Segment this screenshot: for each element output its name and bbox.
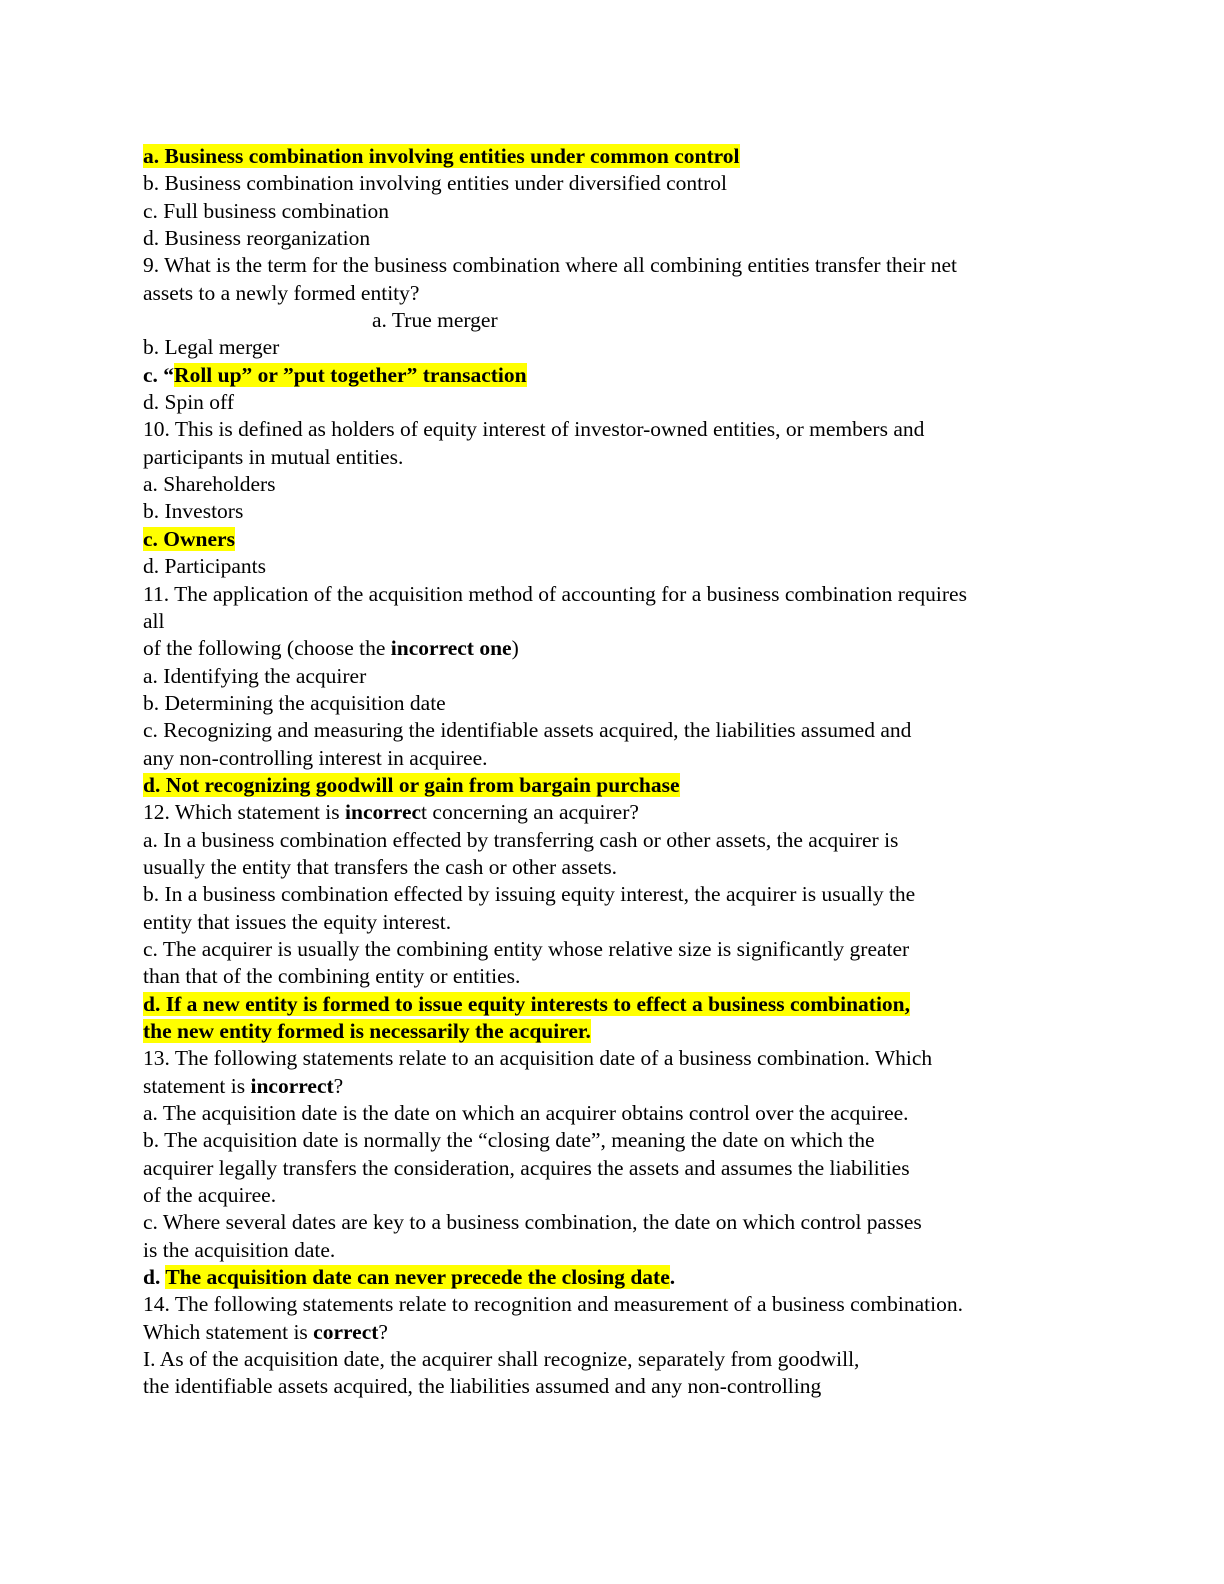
q13-option-d-suffix: . xyxy=(669,1265,676,1290)
q13-option-d-prefix: d. xyxy=(143,1265,166,1290)
q13-stem-text: statement is xyxy=(143,1073,251,1098)
q11-stem-line-2: all xyxy=(143,608,165,633)
q9-stem-line-1: 9. What is the term for the business combination where all combining entities transfer their net xyxy=(143,253,957,278)
q14-stem-line-2 xyxy=(143,1319,1103,1346)
q11-option-b: b. Determining the acquisition date xyxy=(143,690,446,715)
q11-option-c-line-1: c. Recognizing and measuring the identifiable assets acquired, the liabilities assumed and xyxy=(143,718,912,743)
q14-stem-text: Which statement is xyxy=(143,1319,314,1344)
q11-stem-line-1: 11. The application of the acquisition method of accounting for a business combination requires xyxy=(143,581,967,606)
q11-stem-close: ) xyxy=(511,636,519,661)
answer-highlight: d. If a new entity is formed to issue equity interests to effect a business combination, xyxy=(143,991,910,1016)
q12-stem xyxy=(143,799,1103,826)
answer-highlight: d. Not recognizing goodwill or gain from bargain purchase xyxy=(143,772,680,797)
q13-option-c-line-1: c. Where several dates are key to a business combination, the date on which control passes xyxy=(143,1210,922,1235)
q12-option-c-line-1: c. The acquirer is usually the combining entity whose relative size is significantly greater xyxy=(143,936,910,961)
answer-highlight: the new entity formed is necessarily the acquirer. xyxy=(143,1019,591,1043)
q14-stem-close: ? xyxy=(378,1319,388,1344)
q12-option-b-line-1: b. In a business combination effected by issuing equity interest, the acquirer is usually the xyxy=(143,882,916,907)
q8-option-a xyxy=(143,143,1103,170)
q13-option-d xyxy=(143,1264,1103,1291)
answer-highlight: The acquisition date can never precede the closing date xyxy=(165,1265,670,1290)
q9-option-c xyxy=(143,362,1103,389)
q12-stem-text: 12. Which statement is xyxy=(143,800,346,825)
q12-stem-emphasis: incorrec xyxy=(345,800,422,825)
q11-option-a: a. Identifying the acquirer xyxy=(143,663,367,688)
q12-option-a-line-1: a. In a business combination effected by transferring cash or other assets, the acquirer is xyxy=(143,827,899,852)
q14-statement-i-line-1: I. As of the acquisition date, the acquirer shall recognize, separately from goodwill, xyxy=(143,1347,860,1372)
q9-option-c-prefix: c. “ xyxy=(143,362,175,387)
q9-option-d: d. Spin off xyxy=(143,390,234,415)
q9-option-b: b. Legal merger xyxy=(143,335,280,360)
q14-stem-line-1: 14. The following statements relate to recognition and measurement of a business combination. xyxy=(143,1292,963,1317)
q11-stem-text: of the following (choose the xyxy=(143,636,391,661)
q9-stem-line-2: assets to a newly formed entity? xyxy=(143,280,420,305)
q14-stem-emphasis: correct xyxy=(313,1319,379,1344)
document-page xyxy=(143,143,1103,1401)
q11-option-d xyxy=(143,772,1103,799)
q13-stem-line-2 xyxy=(143,1073,1103,1100)
q10-stem-line-1: 10. This is defined as holders of equity interest of investor-owned entities, or members and xyxy=(143,417,925,442)
q11-stem-emphasis: incorrect one xyxy=(390,636,512,661)
q10-stem-line-2: participants in mutual entities. xyxy=(143,444,404,469)
q11-option-c-line-2: any non-controlling interest in acquiree. xyxy=(143,745,488,770)
q12-option-a-line-2: usually the entity that transfers the cash or other assets. xyxy=(143,854,618,879)
q13-option-b-line-3: of the acquiree. xyxy=(143,1183,277,1208)
answer-highlight: Roll up” or ”put together” transaction xyxy=(174,362,527,387)
q13-option-a: a. The acquisition date is the date on which an acquirer obtains control over the acquiree. xyxy=(143,1101,909,1126)
q8-option-b: b. Business combination involving entities under diversified control xyxy=(143,171,727,196)
answer-highlight: a. Business combination involving entities under common control xyxy=(143,144,740,168)
q11-stem-line-3 xyxy=(143,635,1103,662)
q12-stem-rest: t concerning an acquirer? xyxy=(421,800,639,825)
q12-option-d-line-2 xyxy=(143,1018,1103,1045)
q13-option-b-line-1: b. The acquisition date is normally the “closing date”, meaning the date on which the xyxy=(143,1128,875,1153)
q13-stem-close: ? xyxy=(333,1073,344,1098)
q10-option-c xyxy=(143,526,1103,553)
q12-option-d-line-1 xyxy=(143,991,1103,1018)
q13-option-b-line-2: acquirer legally transfers the consideration, acquires the assets and assumes the liabilities xyxy=(143,1155,910,1180)
q8-option-c: c. Full business combination xyxy=(143,198,390,223)
q13-option-c-line-2: is the acquisition date. xyxy=(143,1237,336,1262)
q10-option-b: b. Investors xyxy=(143,499,244,524)
q13-stem-line-1: 13. The following statements relate to an acquisition date of a business combination. Which xyxy=(143,1046,933,1071)
q13-stem-emphasis: incorrect xyxy=(250,1073,334,1098)
q14-statement-i-line-2: the identifiable assets acquired, the liabilities assumed and any non-controlling xyxy=(143,1374,822,1399)
q9-option-a: a. True merger xyxy=(372,308,498,333)
answer-highlight: c. Owners xyxy=(143,526,235,551)
q12-option-b-line-2: entity that issues the equity interest. xyxy=(143,909,452,934)
q12-option-c-line-2: than that of the combining entity or entities. xyxy=(143,964,521,989)
q10-option-d: d. Participants xyxy=(143,554,267,579)
q10-option-a: a. Shareholders xyxy=(143,472,276,497)
q8-option-d: d. Business reorganization xyxy=(143,226,371,251)
